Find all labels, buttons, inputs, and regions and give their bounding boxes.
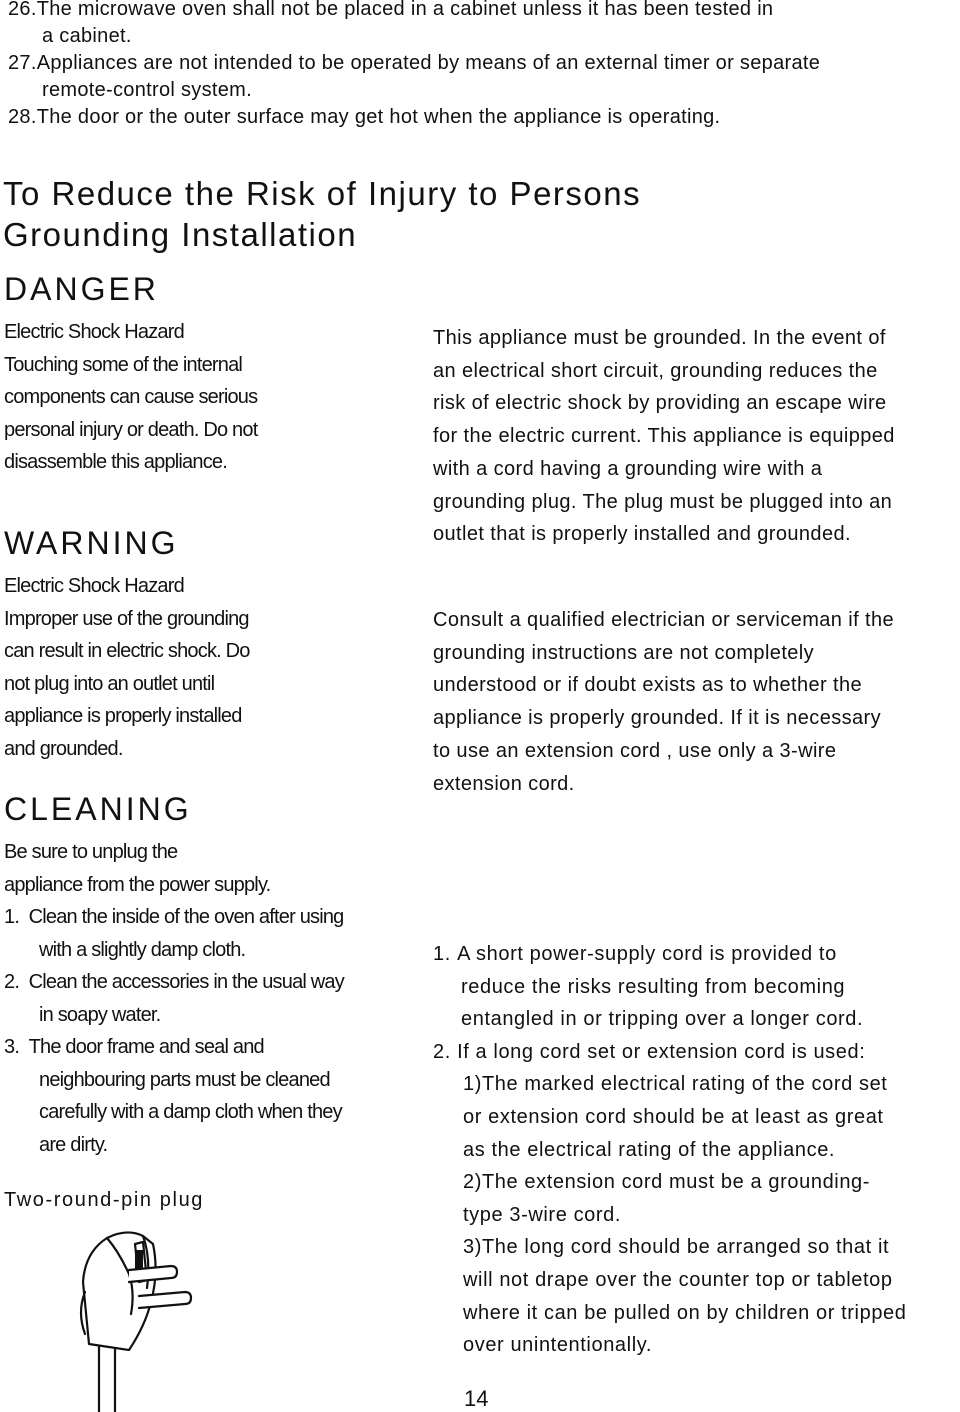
grounding-line: This appliance must be grounded. In the event of <box>433 327 886 349</box>
cleaning-item-3 <box>4 1031 424 1064</box>
item-text-cont: a cabinet. <box>42 25 132 47</box>
top-item-28 <box>8 104 958 131</box>
cleaning-item-1-cont: with a slightly damp cloth. <box>39 938 246 961</box>
warning-title: WARNING <box>4 525 179 561</box>
danger-line: Electric Shock Hazard <box>4 321 184 343</box>
cord-item-1-cont: reduce the risks resulting from becoming <box>461 975 846 998</box>
cleaning-item-3-cont: carefully with a damp cloth when they <box>39 1101 342 1123</box>
grounding-line: risk of electric shock by providing an escape wire <box>433 392 887 415</box>
cleaning-intro-line: Be sure to unplug the <box>4 841 178 863</box>
warning-line: and grounded. <box>4 737 123 760</box>
grounding-text <box>433 322 960 551</box>
two-round-pin-plug-icon <box>55 1222 205 1412</box>
warning-line: not plug into an outlet until <box>4 672 215 695</box>
consult-line: to use an extension cord , use only a 3-wire <box>433 739 837 762</box>
item-number: 26. <box>8 0 37 20</box>
cleaning-text <box>4 836 424 1161</box>
cord-item-2-cont: or extension cord should be at least as great <box>463 1105 884 1128</box>
warning-line: appliance is properly installed <box>4 705 242 727</box>
item-number: 1. <box>4 906 20 928</box>
consult-text <box>433 604 960 800</box>
item-number: 27. <box>8 52 37 74</box>
danger-text <box>4 316 257 479</box>
cord-item-2-cont: as the electrical rating of the appliance. <box>463 1138 836 1161</box>
item-text: Clean the accessories in the usual way <box>28 971 344 993</box>
cleaning-item-3-cont: neighbouring parts must be cleaned <box>39 1068 330 1091</box>
item-text: The door frame and seal and <box>28 1036 264 1058</box>
page-heading <box>3 173 641 255</box>
cleaning-intro-line: appliance from the power supply. <box>4 873 271 896</box>
item-text: If a long cord set or extension cord is used: <box>457 1040 866 1063</box>
item-number: 1. <box>433 943 451 965</box>
grounding-line: an electrical short circuit, grounding reduces the <box>433 359 878 382</box>
cleaning-item-1 <box>4 901 424 934</box>
item-number: 2. <box>433 1040 451 1063</box>
danger-title: DANGER <box>4 271 159 307</box>
consult-line: appliance is properly grounded. If it is necessary <box>433 707 882 730</box>
top-item-27 <box>8 50 958 104</box>
cord-item-2-cont: will not drape over the counter top or tabletop <box>463 1268 893 1291</box>
item-number: 3. <box>4 1036 20 1058</box>
item-text: Appliances are not intended to be operated by means of an external timer or separate <box>36 52 821 74</box>
cleaning-title: CLEANING <box>4 791 192 827</box>
cord-item-2 <box>433 1036 960 1069</box>
grounding-line: for the electric current. This appliance is equipped <box>433 425 895 448</box>
danger-line: disassemble this appliance. <box>4 451 227 473</box>
cord-item-2-cont: type 3-wire cord. <box>463 1203 622 1226</box>
warning-line: can result in electric shock. Do <box>4 640 250 662</box>
danger-line: components can cause serious <box>4 386 258 408</box>
heading-line-2: Grounding Installation <box>3 216 358 253</box>
item-text: Clean the inside of the oven after using <box>28 906 344 928</box>
heading-line-1: To Reduce the Risk of Injury to Persons <box>3 175 642 212</box>
cord-item-2-cont: where it can be pulled on by children or tripped <box>463 1301 907 1324</box>
cord-item-2-cont: 1)The marked electrical rating of the cord set <box>463 1073 888 1096</box>
cord-item-2-cont: 3)The long cord should be arranged so that it <box>463 1236 890 1259</box>
danger-line: personal injury or death. Do not <box>4 418 258 441</box>
warning-line: Improper use of the grounding <box>4 607 249 630</box>
warning-line: Electric Shock Hazard <box>4 575 184 597</box>
cleaning-item-3-cont: are dirty. <box>39 1133 108 1156</box>
page-number: 14 <box>464 1386 489 1411</box>
cleaning-item-2 <box>4 966 424 999</box>
top-items <box>8 0 958 131</box>
grounding-line: outlet that is properly installed and grounded. <box>433 523 851 546</box>
cord-item-1 <box>433 938 960 971</box>
cleaning-item-2-cont: in soapy water. <box>39 1003 161 1026</box>
item-number: 2. <box>4 971 20 993</box>
cord-item-1-cont: entangled in or tripping over a longer cord. <box>461 1008 864 1031</box>
item-text-cont: remote-control system. <box>42 79 252 101</box>
item-text: A short power-supply cord is provided to <box>457 943 837 965</box>
grounding-line: grounding plug. The plug must be plugged into an <box>433 490 893 513</box>
consult-line: Consult a qualified electrician or serviceman if the <box>433 609 895 631</box>
grounding-line: with a cord having a grounding wire with a <box>433 457 823 480</box>
cord-item-2-cont: 2)The extension cord must be a grounding- <box>463 1171 871 1194</box>
danger-line: Touching some of the internal <box>4 353 243 376</box>
warning-text <box>4 570 250 765</box>
plug-caption: Two-round-pin plug <box>4 1189 205 1211</box>
item-text: The microwave oven shall not be placed in a cabinet unless it has been tested in <box>36 0 774 20</box>
cord-item-2-cont: over unintentionally. <box>463 1334 653 1357</box>
top-item-26 <box>8 0 958 50</box>
consult-line: understood or if doubt exists as to whether the <box>433 674 863 697</box>
consult-line: extension cord. <box>433 772 575 795</box>
cord-items <box>433 938 960 1362</box>
consult-line: grounding instructions are not completely <box>433 641 815 664</box>
item-number: 28. <box>8 106 37 128</box>
item-text: The door or the outer surface may get hot when the appliance is operating. <box>36 106 721 128</box>
